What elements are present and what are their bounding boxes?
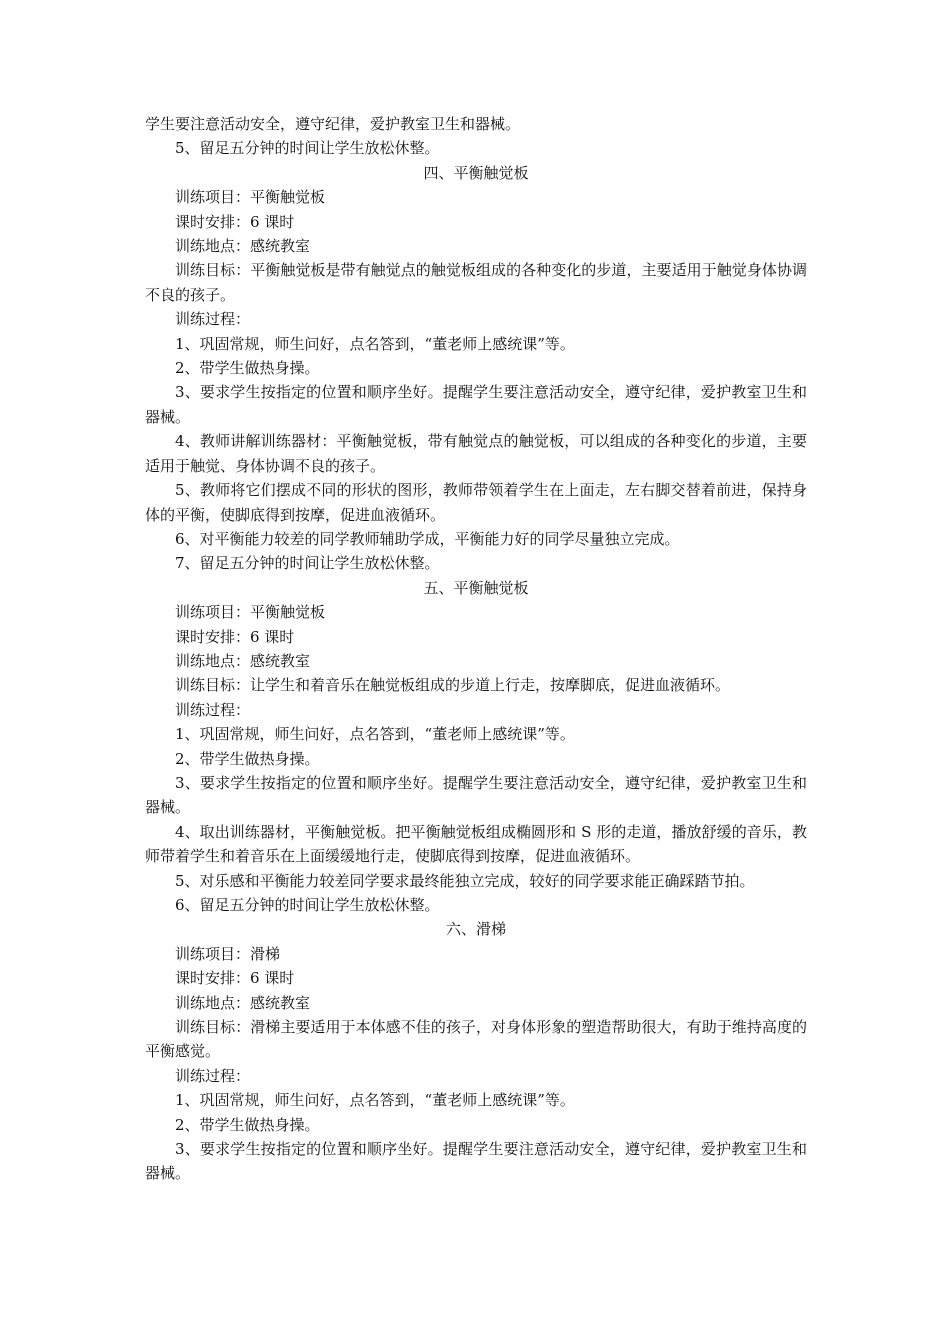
paragraph: 课时安排：6 课时: [175, 969, 295, 988]
section-heading: 五、平衡触觉板: [423, 578, 529, 597]
paragraph: 5、留足五分钟的时间让学生放松休整。: [175, 139, 440, 158]
paragraph: 训练目标：滑梯主要适用于本体感不佳的孩子，对身体形象的塑造帮助很大，有助于维持高度的平衡感觉。: [145, 1018, 807, 1061]
paragraph: 训练项目：滑梯: [175, 944, 281, 963]
paragraph: 训练过程：: [175, 700, 251, 719]
paragraph: 7、留足五分钟的时间让学生放松休整。: [175, 554, 440, 573]
paragraph: 课时安排：6 课时: [175, 627, 295, 646]
paragraph: 3、要求学生按指定的位置和顺序坐好。提醒学生要注意活动安全，遵守纪律，爱护教室卫生和器械。: [145, 1140, 807, 1183]
paragraph: 5、教师将它们摆成不同的形状的图形，教师带领着学生在上面走，左右脚交替着前进，保持身体的平衡，使脚底得到按摩，促进血液循环。: [145, 481, 807, 524]
paragraph: 4、取出训练器材，平衡触觉板。把平衡触觉板组成椭圆形和 S 形的走道，播放舒缓的音乐，教师带着学生和着音乐在上面缓缓地行走，使脚底得到按摩，促进血液循环。: [145, 822, 807, 866]
paragraph: 6、留足五分钟的时间让学生放松休整。: [175, 896, 440, 914]
paragraph: 课时安排：6 课时: [175, 212, 295, 231]
paragraph: 2、带学生做热身操。: [175, 359, 320, 378]
paragraph: 1、巩固常规，师生问好，点名答到，“董老师上感统课”等。: [175, 725, 575, 744]
paragraph: 训练过程：: [175, 310, 251, 329]
paragraph: 1、巩固常规，师生问好，点名答到，“董老师上感统课”等。: [175, 334, 575, 353]
paragraph: 2、带学生做热身操。: [175, 1115, 320, 1134]
paragraph: 训练地点：感统教室: [175, 651, 311, 670]
paragraph: 5、对乐感和平衡能力较差同学要求最终能独立完成，较好的同学要求能正确踩踏节拍。: [175, 871, 755, 890]
paragraph: 3、要求学生按指定的位置和顺序坐好。提醒学生要注意活动安全，遵守纪律，爱护教室卫生和器械。: [145, 773, 807, 817]
paragraph: 学生要注意活动安全，遵守纪律，爱护教室卫生和器械。: [145, 115, 521, 133]
paragraph: 训练项目：平衡触觉板: [175, 188, 326, 207]
document-page: [145, 112, 807, 1186]
paragraph: 3、要求学生按指定的位置和顺序坐好。提醒学生要注意活动安全，遵守纪律，爱护教室卫生和器械。: [145, 383, 807, 426]
paragraph: 训练地点：感统教室: [175, 237, 311, 256]
paragraph: 训练目标：让学生和着音乐在触觉板组成的步道上行走，按摩脚底，促进血液循环。: [175, 676, 731, 695]
paragraph: 训练项目：平衡触觉板: [175, 603, 326, 622]
paragraph: 训练过程：: [175, 1066, 251, 1085]
paragraph: 2、带学生做热身操。: [175, 749, 320, 768]
paragraph: 1、巩固常规，师生问好，点名答到，“董老师上感统课”等。: [175, 1091, 575, 1110]
paragraph: 4、教师讲解训练器材：平衡触觉板，带有触觉点的触觉板，可以组成的各种变化的步道，主要适用于触觉、身体协调不良的孩子。: [145, 432, 807, 475]
section-heading: 四、平衡触觉板: [423, 163, 529, 182]
paragraph: 训练地点：感统教室: [175, 993, 311, 1012]
paragraph: 6、对平衡能力较差的同学教师辅助学成，平衡能力好的同学尽量独立完成。: [175, 529, 680, 548]
section-heading: 六、滑梯: [445, 920, 506, 939]
paragraph: 训练目标：平衡触觉板是带有触觉点的触觉板组成的各种变化的步道，主要适用于触觉身体协调不良的孩子。: [145, 261, 807, 304]
